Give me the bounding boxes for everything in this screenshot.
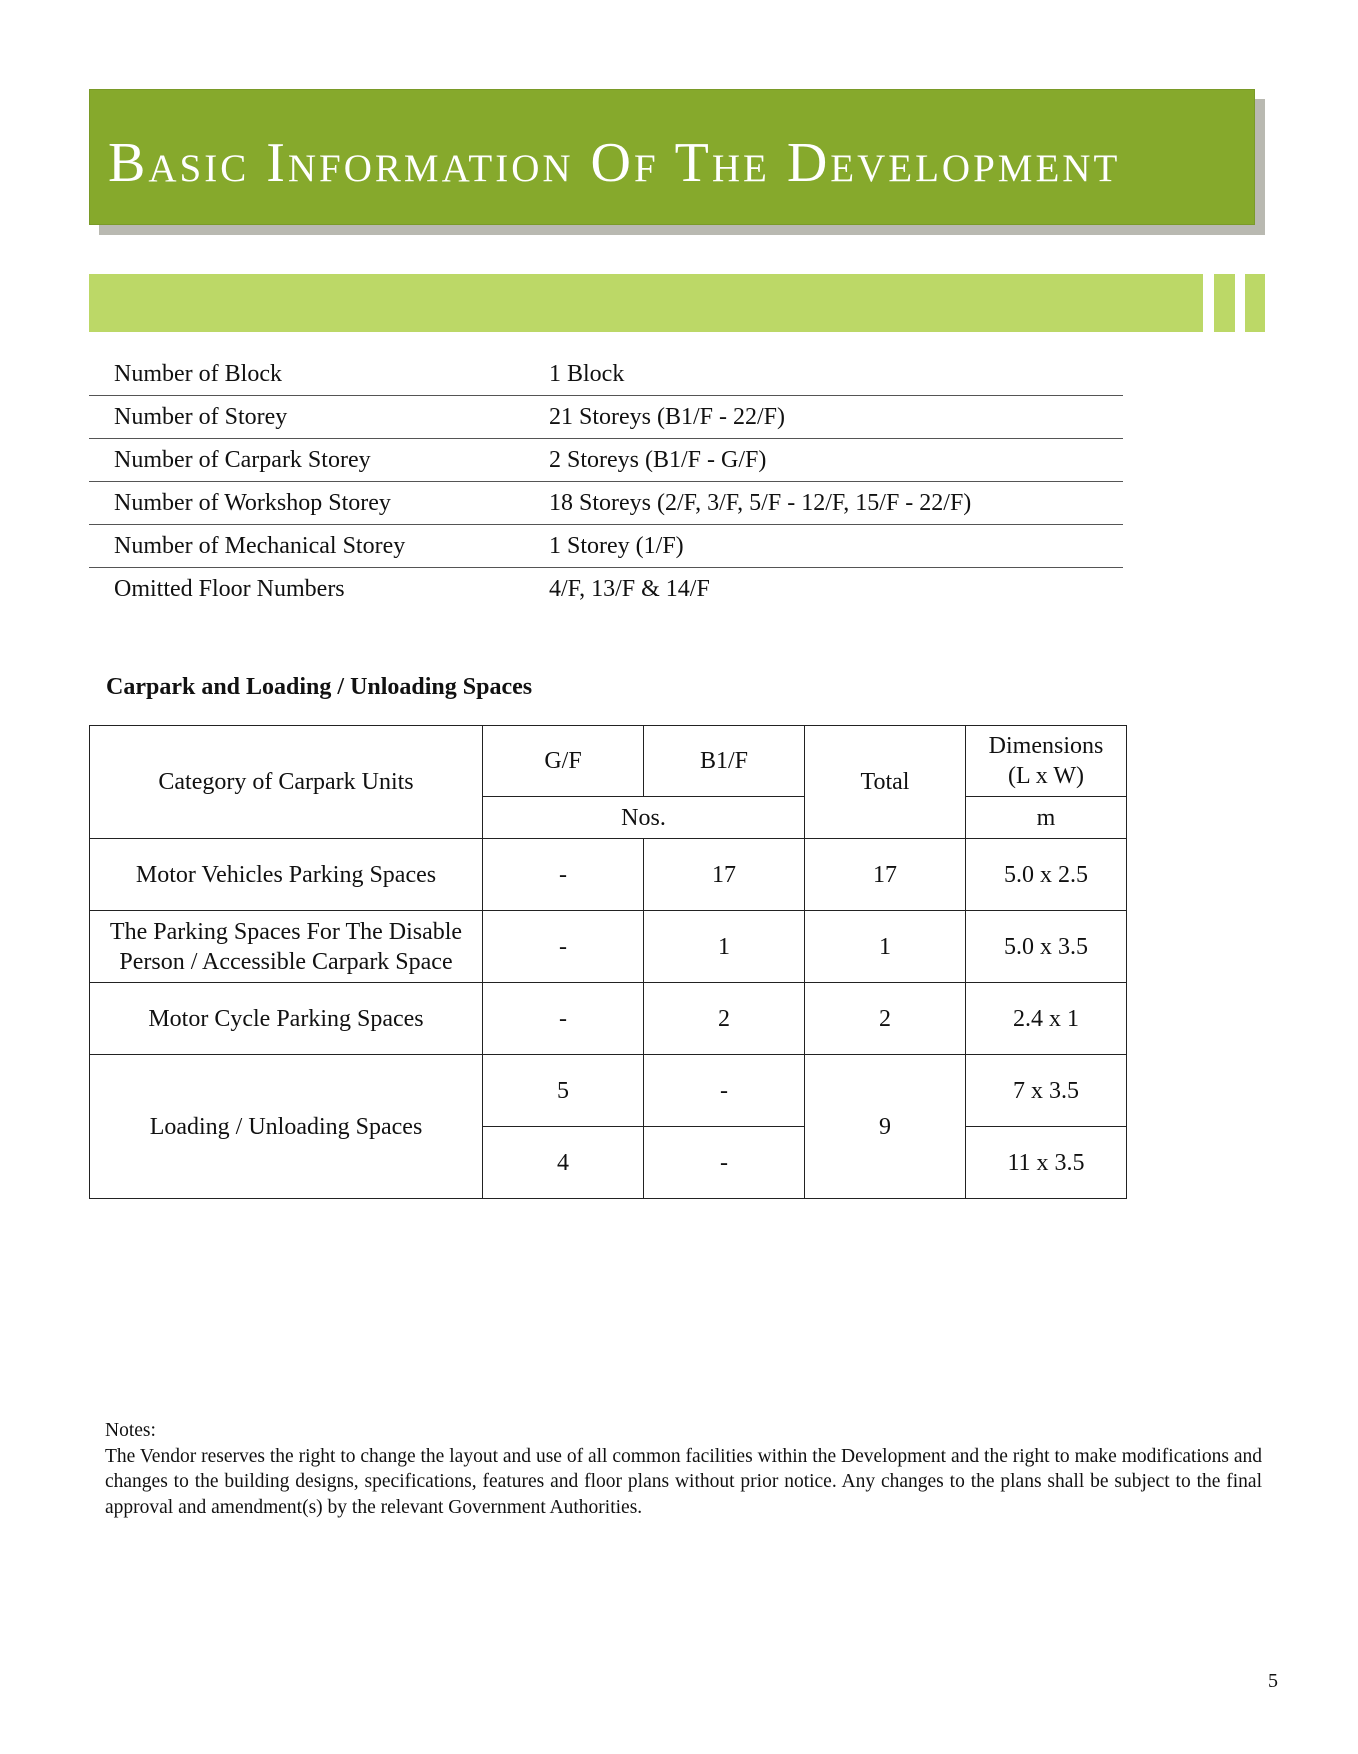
header-b1f: B1/F bbox=[644, 726, 805, 797]
carpark-table bbox=[89, 725, 1127, 1199]
cell-b1f: - bbox=[644, 1127, 805, 1199]
table-header-row bbox=[90, 726, 1127, 797]
cell-category bbox=[90, 911, 483, 983]
basic-info-table bbox=[89, 353, 1123, 610]
notes-heading: Notes: bbox=[105, 1420, 156, 1441]
info-value: 18 Storeys (2/F, 3/F, 5/F - 12/F, 15/F - 22/F) bbox=[549, 482, 1123, 525]
info-value: 1 Storey (1/F) bbox=[549, 525, 1123, 568]
info-row bbox=[89, 525, 1123, 568]
info-label: Number of Workshop Storey bbox=[89, 482, 549, 525]
info-label: Number of Mechanical Storey bbox=[89, 525, 549, 568]
cell-category-line1: The Parking Spaces For The Disable bbox=[109, 918, 463, 945]
cell-category: Motor Cycle Parking Spaces bbox=[90, 983, 483, 1055]
cell-dimensions: 2.4 x 1 bbox=[966, 983, 1127, 1055]
cell-category: Motor Vehicles Parking Spaces bbox=[90, 839, 483, 911]
header-category: Category of Carpark Units bbox=[90, 726, 483, 839]
info-row bbox=[89, 568, 1123, 611]
header-total: Total bbox=[805, 726, 966, 839]
header-gf: G/F bbox=[483, 726, 644, 797]
cell-category-line2: Person / Accessible Carpark Space bbox=[119, 948, 453, 975]
cell-category: Loading / Unloading Spaces bbox=[90, 1055, 483, 1199]
table-row bbox=[90, 911, 1127, 983]
decorative-bar bbox=[1245, 274, 1265, 332]
info-label: Omitted Floor Numbers bbox=[114, 575, 345, 602]
notes bbox=[105, 1418, 1262, 1520]
info-label: Number of Storey bbox=[89, 396, 549, 439]
info-row bbox=[89, 439, 1123, 482]
page-number: 5 bbox=[1268, 1670, 1278, 1692]
info-value: 4/F, 13/F & 14/F bbox=[549, 575, 710, 602]
header-nos: Nos. bbox=[483, 797, 805, 839]
notes-text: The Vendor reserves the right to change the layout and use of all common facilities within the Development and the right to make modifications and changes to the building designs, specifications, features and floor plans without prior notice. Any changes to the plans shall be subject to the final approval and amendment(s) by the relevant Government Authorities. bbox=[105, 1445, 1262, 1518]
decorative-band bbox=[89, 274, 1203, 332]
table-row bbox=[90, 839, 1127, 911]
info-value: 2 Storeys (B1/F - G/F) bbox=[549, 439, 1123, 482]
info-value: 1 Block bbox=[549, 353, 1123, 396]
cell-total: 17 bbox=[805, 839, 966, 911]
decorative-bar bbox=[1214, 274, 1235, 332]
cell-b1f: 2 bbox=[644, 983, 805, 1055]
cell-gf: - bbox=[483, 911, 644, 983]
header-dimensions-line2: (L x W) bbox=[1008, 763, 1084, 789]
info-label: Number of Carpark Storey bbox=[89, 439, 549, 482]
cell-b1f: 1 bbox=[644, 911, 805, 983]
cell-gf: - bbox=[483, 839, 644, 911]
cell-gf: 4 bbox=[483, 1127, 644, 1199]
cell-dimensions: 5.0 x 3.5 bbox=[966, 911, 1127, 983]
carpark-section-heading: Carpark and Loading / Unloading Spaces bbox=[106, 674, 533, 700]
table-row bbox=[90, 983, 1127, 1055]
cell-b1f: - bbox=[644, 1055, 805, 1127]
info-label: Number of Block bbox=[89, 353, 549, 396]
info-value: 21 Storeys (B1/F - 22/F) bbox=[549, 396, 1123, 439]
table-row bbox=[90, 1055, 1127, 1127]
cell-gf: 5 bbox=[483, 1055, 644, 1127]
info-row bbox=[89, 482, 1123, 525]
cell-gf: - bbox=[483, 983, 644, 1055]
header-dimensions-line1: Dimensions bbox=[988, 733, 1104, 759]
info-row bbox=[89, 353, 1123, 396]
cell-dimensions: 7 x 3.5 bbox=[966, 1055, 1127, 1127]
cell-total: 9 bbox=[805, 1055, 966, 1199]
cell-dimensions: 11 x 3.5 bbox=[966, 1127, 1127, 1199]
header-unit: m bbox=[966, 797, 1127, 839]
cell-b1f: 17 bbox=[644, 839, 805, 911]
page-title: Basic Information Of The Development bbox=[108, 132, 1121, 194]
cell-total: 1 bbox=[805, 911, 966, 983]
cell-dimensions: 5.0 x 2.5 bbox=[966, 839, 1127, 911]
cell-total: 2 bbox=[805, 983, 966, 1055]
header-dimensions bbox=[966, 726, 1127, 797]
info-row bbox=[89, 396, 1123, 439]
